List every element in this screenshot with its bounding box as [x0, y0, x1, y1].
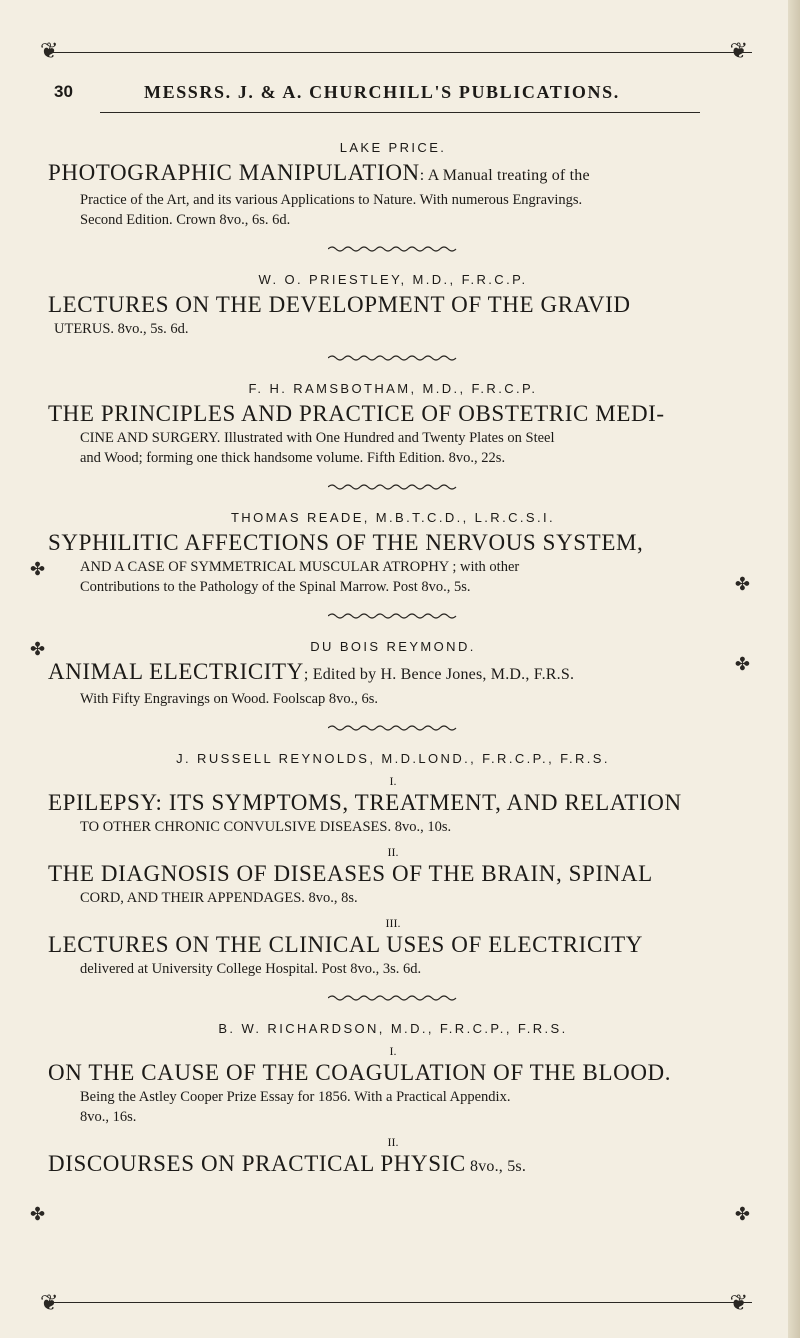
- description-line: TO OTHER CHRONIC CONVULSIVE DISEASES. 8vo., 10s.: [80, 819, 452, 835]
- description-line: With Fifty Engravings on Wood. Foolscap 8vo., 6s.: [80, 691, 379, 707]
- book-title: LECTURES ON THE CLINICAL USES OF ELECTRICITY: [48, 932, 643, 957]
- title-continuation: : A Manual treating of the: [419, 167, 590, 184]
- side-ornament-right-1: ✤: [734, 574, 750, 594]
- page-edge: [788, 0, 800, 1338]
- description-line: CINE AND SURGERY. Illustrated with One Hundred and Twenty Plates on Steel: [80, 430, 555, 446]
- side-ornament-right-2: ✤: [734, 654, 750, 674]
- description-line: delivered at University College Hospital. Post 8vo., 3s. 6d.: [80, 961, 422, 977]
- book-title: SYPHILITIC AFFECTIONS OF THE NERVOUS SYSTEM,: [48, 530, 644, 555]
- catalogue-entry: [48, 510, 738, 597]
- side-ornament-left-2: ✤: [30, 639, 46, 659]
- catalogue-entry-richardson: [48, 1021, 738, 1181]
- author-name: F. H. RAMSBOTHAM, M.D., F.R.C.P.: [248, 381, 538, 396]
- catalogue-entry: [48, 381, 738, 468]
- description-line: AND A CASE OF SYMMETRICAL MUSCULAR ATROPHY ; with other: [80, 559, 520, 575]
- book-title: LECTURES ON THE DEVELOPMENT OF THE GRAVID: [48, 292, 631, 317]
- description-line: 8vo., 16s.: [80, 1109, 137, 1125]
- author-name: THOMAS READE, M.B.T.C.D., L.R.C.S.I.: [230, 510, 556, 525]
- author-name: B. W. RICHARDSON, M.D., F.R.C.P., F.R.S.: [218, 1021, 568, 1036]
- author-name: DU BOIS REYMOND.: [310, 639, 476, 654]
- section-divider-squiggle: [328, 993, 458, 1003]
- catalogue-entry: [48, 140, 738, 230]
- book-title: DISCOURSES ON PRACTICAL PHYSIC 8vo., 5s.: [48, 1151, 527, 1176]
- title-continuation: ; Edited by H. Bence Jones, M.D., F.R.S.: [303, 666, 575, 683]
- section-divider-squiggle: [328, 244, 458, 254]
- catalogue-entry: [48, 639, 738, 709]
- section-divider-squiggle: [328, 482, 458, 492]
- author-name: W. O. PRIESTLEY, M.D., F.R.C.P.: [258, 272, 528, 287]
- section-divider-squiggle: [328, 611, 458, 621]
- book-title: ANIMAL ELECTRICITY; Edited by H. Bence Jones, M.D., F.R.S.: [48, 659, 575, 684]
- work-numeral: I.: [389, 774, 397, 788]
- side-ornament-right-3: ✤: [734, 1204, 750, 1224]
- description-line: UTERUS. 8vo., 5s. 6d.: [54, 321, 189, 337]
- corner-ornament-top-right: ❦: [729, 38, 748, 63]
- author-name: LAKE PRICE.: [339, 140, 447, 155]
- book-title: PHOTOGRAPHIC MANIPULATION: A Manual treating of the: [48, 160, 590, 185]
- header-rule: [100, 112, 700, 113]
- page-number: 30: [54, 82, 73, 101]
- description-line: Being the Astley Cooper Prize Essay for 1856. With a Practical Appendix.: [80, 1089, 511, 1105]
- section-divider-squiggle: [328, 353, 458, 363]
- description-line: Contributions to the Pathology of the Spinal Marrow. Post 8vo., 5s.: [80, 579, 471, 595]
- work-numeral: I.: [389, 1044, 397, 1058]
- top-border-rule: [48, 52, 752, 53]
- corner-ornament-bottom-left: ❦: [40, 1290, 59, 1315]
- catalogue-content: [48, 140, 738, 1181]
- catalogue-entry-reynolds: [48, 751, 738, 979]
- page-header: [48, 82, 752, 106]
- corner-ornament-top-left: ❦: [40, 38, 59, 63]
- side-ornament-left-1: ✤: [30, 559, 46, 579]
- running-title: MESSRS. J. & A. CHURCHILL'S PUBLICATIONS.: [144, 82, 620, 102]
- book-title: EPILEPSY: ITS SYMPTOMS, TREATMENT, AND RELATION: [48, 790, 682, 815]
- book-title: THE DIAGNOSIS OF DISEASES OF THE BRAIN, SPINAL: [48, 861, 653, 886]
- work-numeral: II.: [387, 845, 399, 859]
- corner-ornament-bottom-right: ❦: [729, 1290, 748, 1315]
- book-title: THE PRINCIPLES AND PRACTICE OF OBSTETRIC MEDI-: [48, 401, 665, 426]
- side-ornament-left-3: ✤: [30, 1204, 46, 1224]
- description-line: CORD, AND THEIR APPENDAGES. 8vo., 8s.: [80, 890, 358, 906]
- work-numeral: III.: [385, 916, 401, 930]
- description-line: and Wood; forming one thick handsome volume. Fifth Edition. 8vo., 22s.: [80, 450, 506, 466]
- work-numeral: II.: [387, 1135, 399, 1149]
- section-divider-squiggle: [328, 723, 458, 733]
- title-continuation: 8vo., 5s.: [465, 1158, 527, 1175]
- description-line: Second Edition. Crown 8vo., 6s. 6d.: [80, 212, 291, 228]
- book-title: ON THE CAUSE OF THE COAGULATION OF THE BLOOD.: [48, 1060, 672, 1085]
- description-line: Practice of the Art, and its various Applications to Nature. With numerous Engravings.: [80, 192, 583, 208]
- catalogue-entry: [48, 272, 738, 339]
- author-name: J. RUSSELL REYNOLDS, M.D.LOND., F.R.C.P., F.R.S.: [176, 751, 610, 766]
- bottom-border-rule: [48, 1302, 752, 1303]
